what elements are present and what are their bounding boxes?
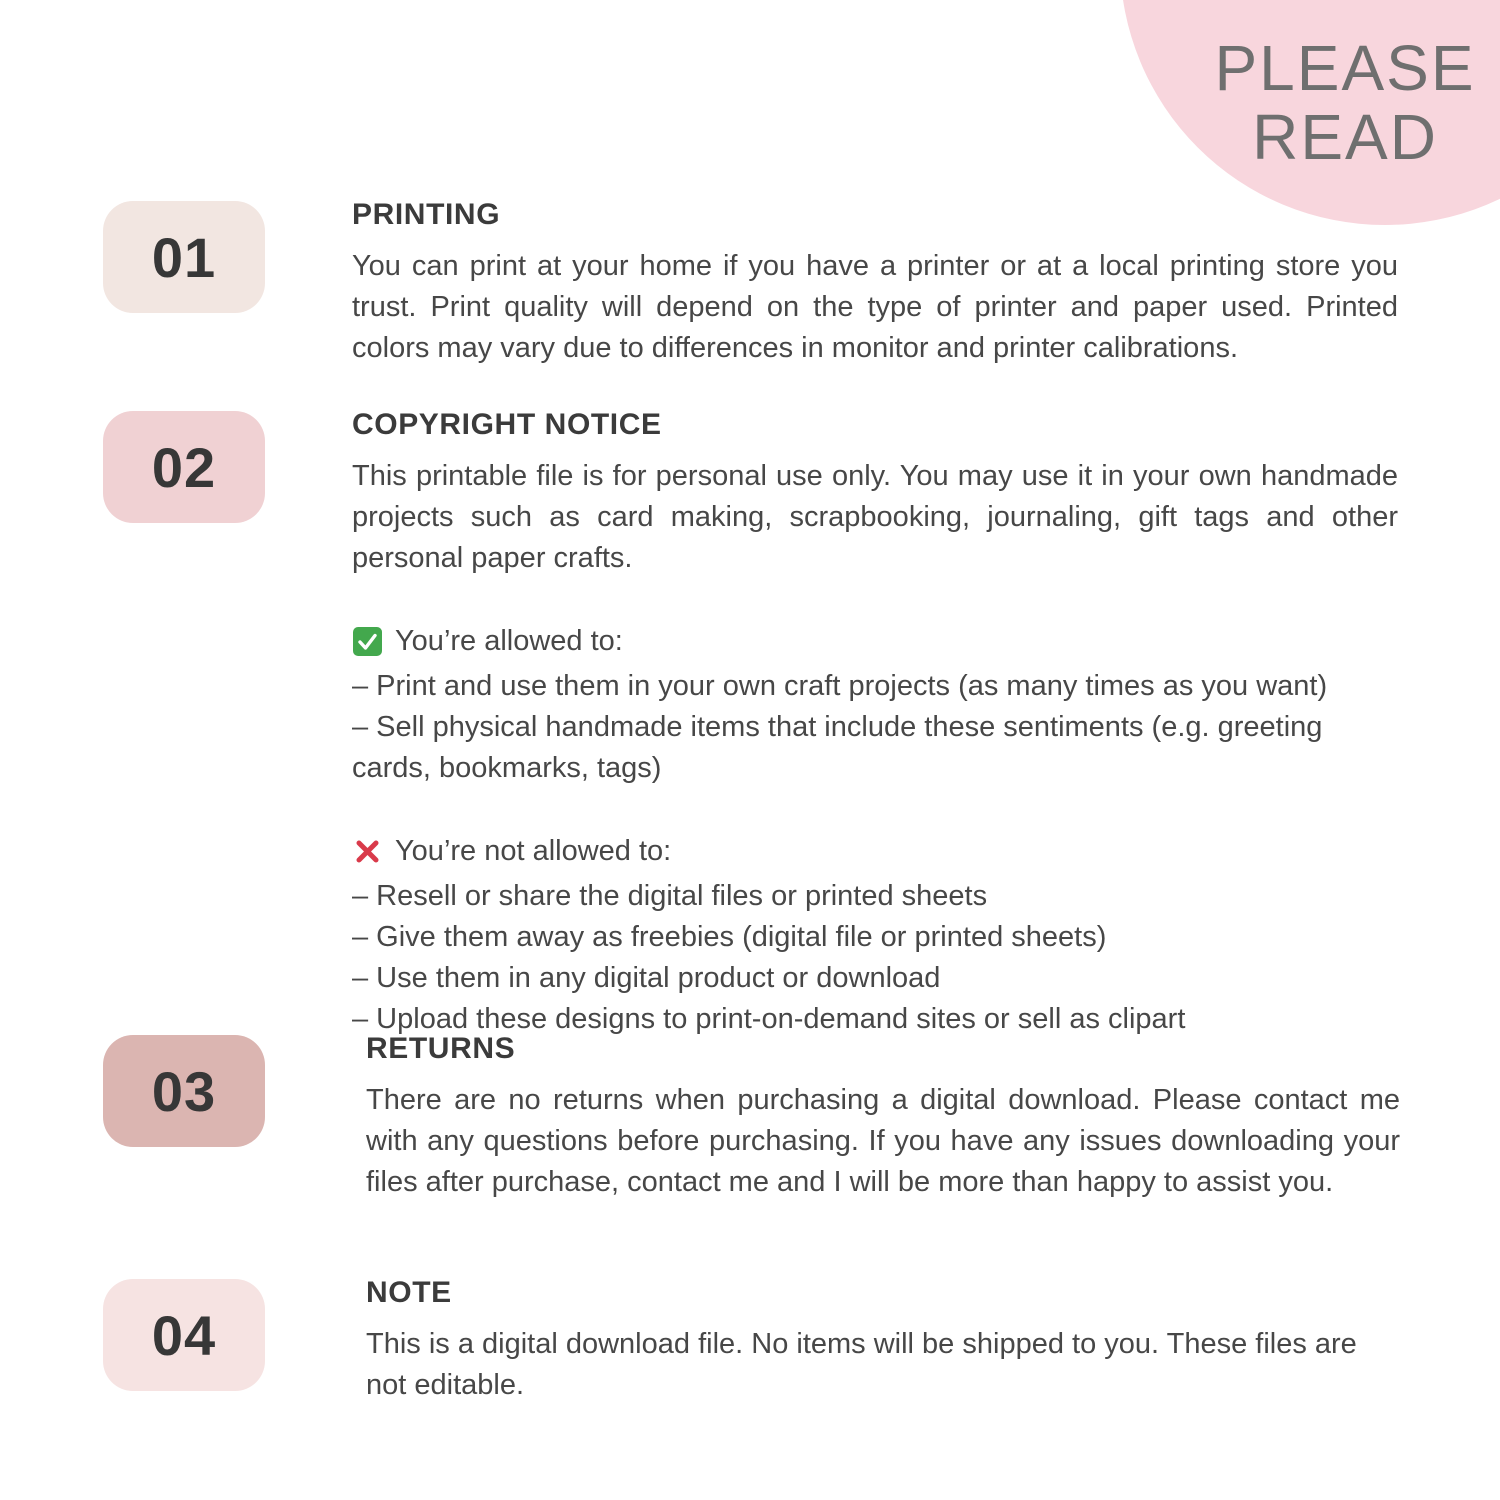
section-note [0,1276,1500,1406]
section-content-returns [366,1032,1400,1203]
not-allowed-item: – Use them in any digital product or download [352,962,941,994]
section-number-badge-02 [103,411,265,523]
section-body-copyright-intro: This printable file is for personal use only. You may use it in your own handmade projects such as card making, scrapbooking, journaling, gift tags and other personal paper crafts. [352,460,1398,574]
allowed-list [352,666,1398,789]
section-number: 02 [151,435,217,499]
not-allowed-list-label: You’re not allowed to: [395,835,672,867]
section-number: 04 [151,1303,217,1367]
section-number-badge-04 [103,1279,265,1391]
section-title-returns: RETURNS [366,1032,516,1065]
section-number-badge-01 [103,201,265,313]
section-number: 03 [151,1059,217,1123]
section-title-printing: PRINTING [352,198,501,231]
section-content-printing [352,198,1398,369]
section-title-copyright: COPYRIGHT NOTICE [352,408,662,441]
section-content-copyright [352,408,1398,1040]
allowed-item: – Sell physical handmade items that include these sentiments (e.g. greeting cards, bookmarks, tags) [352,711,1323,784]
section-content-note [366,1276,1400,1406]
section-copyright [0,408,1500,1040]
section-returns [0,1032,1500,1203]
not-allowed-list [352,876,1398,1040]
please-read-line-1: PLEASE [1214,32,1476,104]
section-body-printing: You can print at your home if you have a printer or at a local printing store you trust. Print quality will depend on the type of printer and paper used. Printed colors may vary due to differences in monitor and printer calibrations. [352,250,1398,364]
check-icon [352,626,383,657]
section-number: 01 [151,225,217,289]
please-read-ribbon [1180,34,1500,172]
section-body-note: This is a digital download file. No items will be shipped to you. These files are not editable. [366,1328,1357,1401]
allowed-list-label: You’re allowed to: [395,625,623,657]
allowed-list-header [352,621,1398,662]
not-allowed-list-header [352,831,1398,872]
section-body-returns: There are no returns when purchasing a digital download. Please contact me with any questions before purchasing. If you have any issues downloading your files after purchase, contact me and I will be more than happy to assist you. [366,1084,1400,1198]
not-allowed-item: – Upload these designs to print-on-demand sites or sell as clipart [352,1003,1186,1035]
allowed-item: – Print and use them in your own craft projects (as many times as you want) [352,670,1328,702]
please-read-line-2: READ [1252,101,1438,174]
not-allowed-item: – Give them away as freebies (digital file or printed sheets) [352,921,1107,953]
not-allowed-item: – Resell or share the digital files or printed sheets [352,880,988,912]
section-printing [0,198,1500,369]
section-title-note: NOTE [366,1276,452,1309]
cross-icon [352,836,383,867]
section-number-badge-03 [103,1035,265,1147]
